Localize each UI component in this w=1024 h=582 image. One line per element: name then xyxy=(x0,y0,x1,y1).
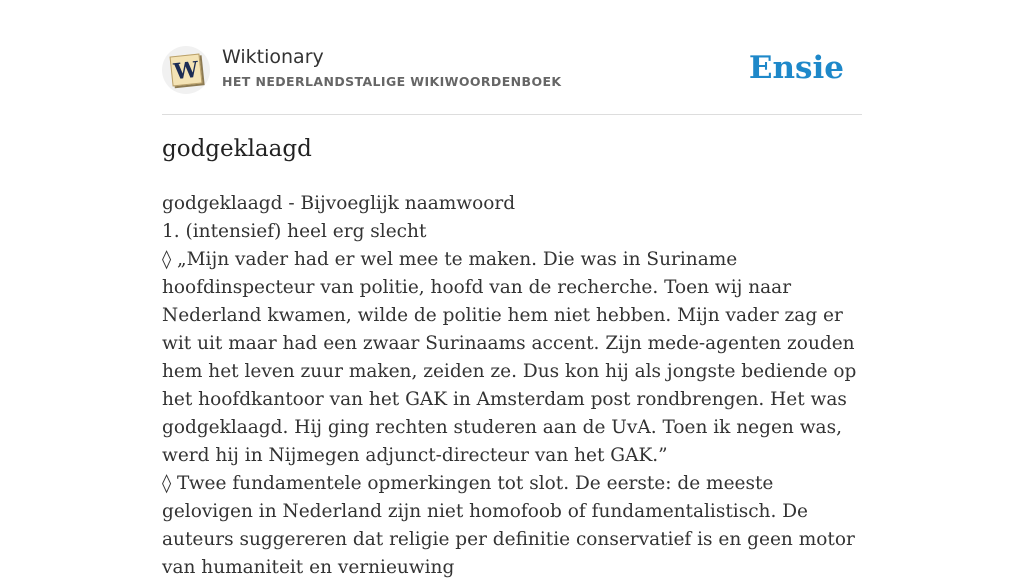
logo-tile xyxy=(170,54,203,87)
entry-definition: 1. (intensief) heel erg slecht xyxy=(162,221,427,242)
entry-content xyxy=(162,190,864,582)
entry-title: godgeklaagd xyxy=(162,136,312,162)
entry-example-1: ◊ „Mijn vader had er wel mee te maken. Die was in Suriname hoofdinspecteur van politie, hoofd van de recherche. Toen wij naar Nederland kwamen, wilde de politie hem niet hebben. Mijn vader zag er wit uit maar had een zwaar Surinaams accent. Zijn mede-agenten zouden hem het leven zuur maken, zeiden ze. Dus kon hij als jongste bediende op het hoofdkantoor van het GAK in Amsterdam post rondbrengen. Het was godgeklaagd. Hij ging rechten studeren aan de UvA. Toen ik negen was, werd hij in Nijmegen adjunct-directeur van het GAK.” xyxy=(162,249,857,466)
site-header xyxy=(162,40,862,115)
entry-headline: godgeklaagd - Bijvoeglijk naamwoord xyxy=(162,193,516,214)
wiktionary-logo-icon[interactable] xyxy=(162,46,210,94)
logo-letter: W xyxy=(172,56,200,86)
site-title[interactable]: Wiktionary xyxy=(222,46,324,68)
ensie-logo[interactable]: Ensie xyxy=(748,50,844,86)
entry-example-2: ◊ Twee fundamentele opmerkingen tot slot. De eerste: de meeste gelovigen in Nederland zijn niet homofoob of fundamentalistisch. De auteurs suggereren dat religie per definitie conservatief is en geen motor van humaniteit en vernieuwing xyxy=(162,473,855,578)
site-subtitle: HET NEDERLANDSTALIGE WIKIWOORDENBOEK xyxy=(222,74,562,89)
page xyxy=(162,0,862,578)
